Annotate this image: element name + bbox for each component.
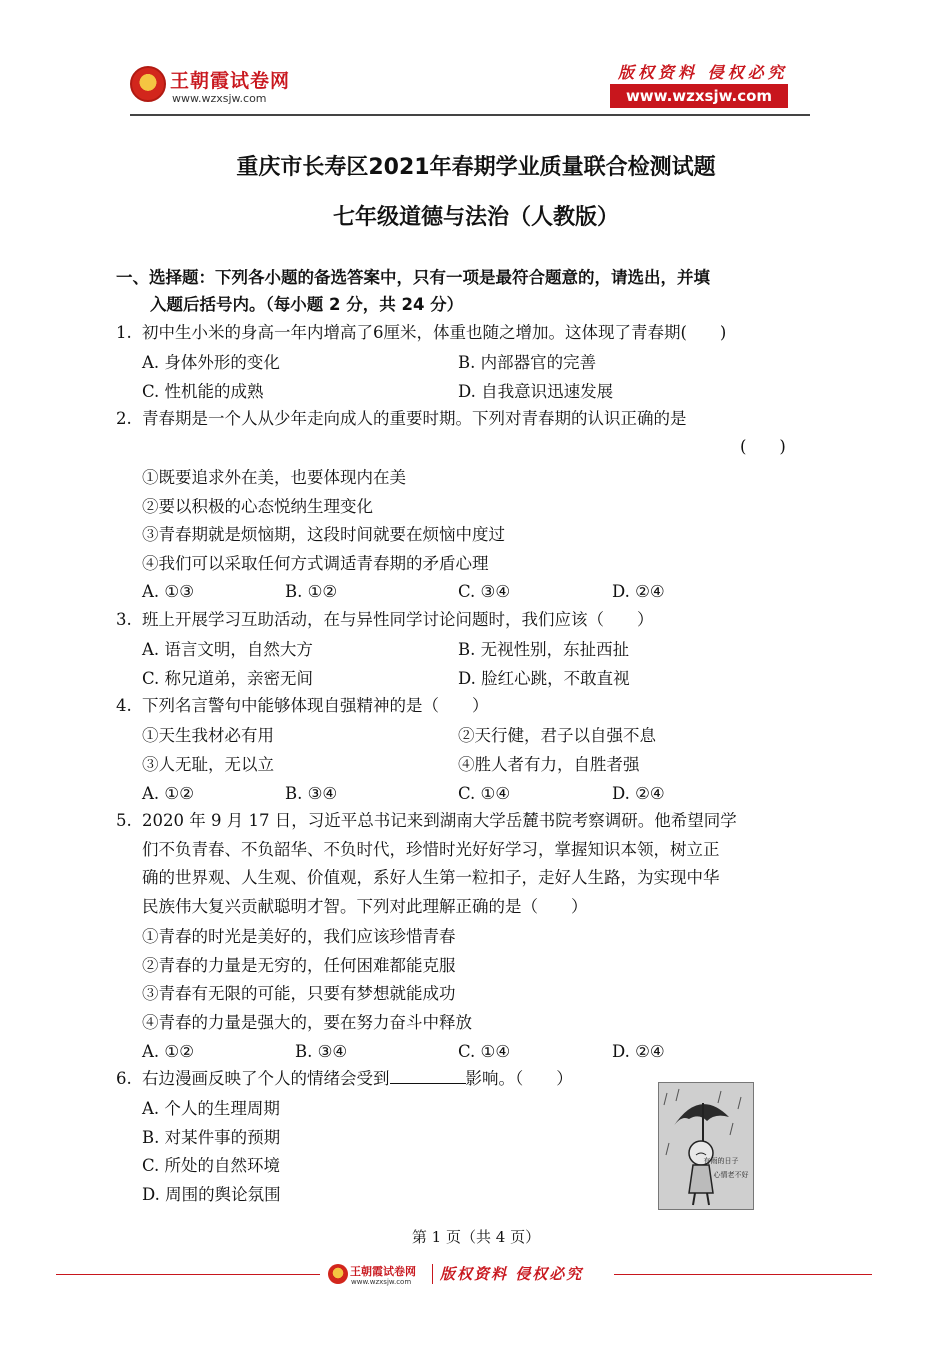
q3-option-a: A. 语言文明，自然大方: [142, 640, 313, 659]
q4-option-a: A. ①②: [142, 784, 194, 803]
logo-seal-icon: [130, 66, 166, 102]
q1-option-b: B. 内部器官的完善: [458, 353, 597, 372]
footer-copyright: 版权资料 侵权必究: [440, 1265, 584, 1283]
q2-statement-3: ③青春期就是烦恼期，这段时间就要在烦恼中度过: [142, 525, 505, 544]
q4-option-c: C. ①④: [458, 784, 511, 803]
q5-option-d: D. ②④: [612, 1042, 665, 1061]
q5-statement-3: ③青春有无限的可能，只要有梦想就能成功: [142, 984, 456, 1003]
q2-statement-4: ④我们可以采取任何方式调适青春期的矛盾心理: [142, 554, 489, 573]
q5-stem-line2: 们不负青春、不负韶华、不负时代，珍惜时光好好学习，掌握知识本领，树立正: [142, 840, 720, 859]
footer-logo-seal-icon: [328, 1264, 348, 1284]
footer-line-right: [614, 1274, 872, 1275]
footer-logo-name: 王朝霞试卷网: [350, 1265, 416, 1278]
q2-statement-2: ②要以积极的心态悦纳生理变化: [142, 497, 373, 516]
footer-line-left: [56, 1274, 320, 1275]
header-divider: [130, 114, 810, 116]
q4-stem: 下列名言警句中能够体现自强精神的是（ ）: [142, 696, 489, 715]
page-number: 第 1 页（共 4 页）: [411, 1228, 541, 1246]
q5-option-b: B. ③④: [295, 1042, 348, 1061]
q4-option-d: D. ②④: [612, 784, 665, 803]
q5-option-a: A. ①②: [142, 1042, 194, 1061]
section-instruction-line2: 入题后括号内。（每小题 2 分，共 24 分）: [150, 295, 464, 314]
q2-stem: 青春期是一个人从少年走向成人的重要时期。下列对青春期的认识正确的是: [142, 409, 687, 428]
q6-option-d: D. 周围的舆论氛围: [142, 1185, 281, 1204]
q4-statement-1: ①天生我材必有用: [142, 726, 274, 745]
url-banner: www.wzxsjw.com: [610, 84, 788, 108]
q2-option-a: A. ①③: [142, 582, 194, 601]
q5-stem-line4: 民族伟大复兴贡献聪明才智。下列对此理解正确的是（ ）: [142, 897, 588, 916]
q3-number: 3.: [116, 610, 132, 629]
q3-stem: 班上开展学习互助活动，在与异性同学讨论问题时，我们应该（ ）: [142, 610, 654, 629]
q2-option-b: B. ①②: [285, 582, 338, 601]
footer-separator: [432, 1264, 433, 1284]
q4-statement-3: ③人无耻，无以立: [142, 755, 274, 774]
cartoon-caption-2: 心情老不好: [713, 1171, 749, 1179]
section-instruction-line1: 一、选择题：下列各小题的备选答案中，只有一项是最符合题意的，请选出，并填: [116, 268, 710, 287]
q4-statement-2: ②天行健，君子以自强不息: [458, 726, 656, 745]
q6-option-b: B. 对某件事的预期: [142, 1128, 281, 1147]
q6-stem-end: 影响。（ ）: [465, 1069, 573, 1088]
cartoon-image: [658, 1082, 754, 1210]
q4-option-b: B. ③④: [285, 784, 338, 803]
q2-option-d: D. ②④: [612, 582, 665, 601]
copyright-notice: 版权资料 侵权必究: [618, 63, 788, 82]
q2-answer-bracket: ( ): [740, 437, 786, 456]
q1-option-a: A. 身体外形的变化: [142, 353, 280, 372]
q1-number: 1.: [116, 323, 132, 342]
q1-option-d: D. 自我意识迅速发展: [458, 382, 614, 401]
q4-number: 4.: [116, 696, 132, 715]
q6-stem: [142, 1069, 573, 1089]
page-title: 重庆市长寿区2021年春期学业质量联合检测试题: [236, 155, 716, 180]
q5-statement-4: ④青春的力量是强大的，要在努力奋斗中释放: [142, 1013, 472, 1032]
q1-stem: 初中生小米的身高一年内增高了6厘米，体重也随之增加。这体现了青春期( ): [142, 323, 727, 342]
q4-statement-4: ④胜人者有力，自胜者强: [458, 755, 640, 774]
q3-option-b: B. 无视性别，东扯西扯: [458, 640, 630, 659]
q3-option-d: D. 脸红心跳，不敢直视: [458, 669, 630, 688]
q5-statement-2: ②青春的力量是无穷的，任何困难都能克服: [142, 956, 456, 975]
cartoon-caption-1: 有雨的日子: [703, 1157, 739, 1165]
footer-logo-url: www.wzxsjw.com: [351, 1278, 412, 1286]
q6-option-a: A. 个人的生理周期: [142, 1099, 280, 1118]
q2-number: 2.: [116, 409, 132, 428]
page-subtitle: 七年级道德与法治（人教版）: [332, 205, 619, 230]
q5-stem-line1: 2020 年 9 月 17 日，习近平总书记来到湖南大学岳麓书院考察调研。他希望同学: [142, 811, 737, 830]
q6-option-c: C. 所处的自然环境: [142, 1156, 281, 1175]
q1-option-c: C. 性机能的成熟: [142, 382, 264, 401]
logo-url: www.wzxsjw.com: [172, 92, 267, 105]
q5-number: 5.: [116, 811, 132, 830]
q6-fill-blank: [390, 1069, 466, 1084]
umbrella-cartoon-icon: [659, 1083, 754, 1210]
q2-option-c: C. ③④: [458, 582, 511, 601]
q6-number: 6.: [116, 1069, 132, 1088]
q6-stem-start: 右边漫画反映了个人的情绪会受到: [142, 1069, 390, 1088]
q2-statement-1: ①既要追求外在美，也要体现内在美: [142, 468, 406, 487]
q5-statement-1: ①青春的时光是美好的，我们应该珍惜青春: [142, 927, 456, 946]
q5-stem-line3: 确的世界观、人生观、价值观，系好人生第一粒扣子，走好人生路，为实现中华: [142, 868, 720, 887]
logo-name: 王朝霞试卷网: [170, 70, 291, 92]
q5-option-c: C. ①④: [458, 1042, 511, 1061]
q3-option-c: C. 称兄道弟，亲密无间: [142, 669, 314, 688]
